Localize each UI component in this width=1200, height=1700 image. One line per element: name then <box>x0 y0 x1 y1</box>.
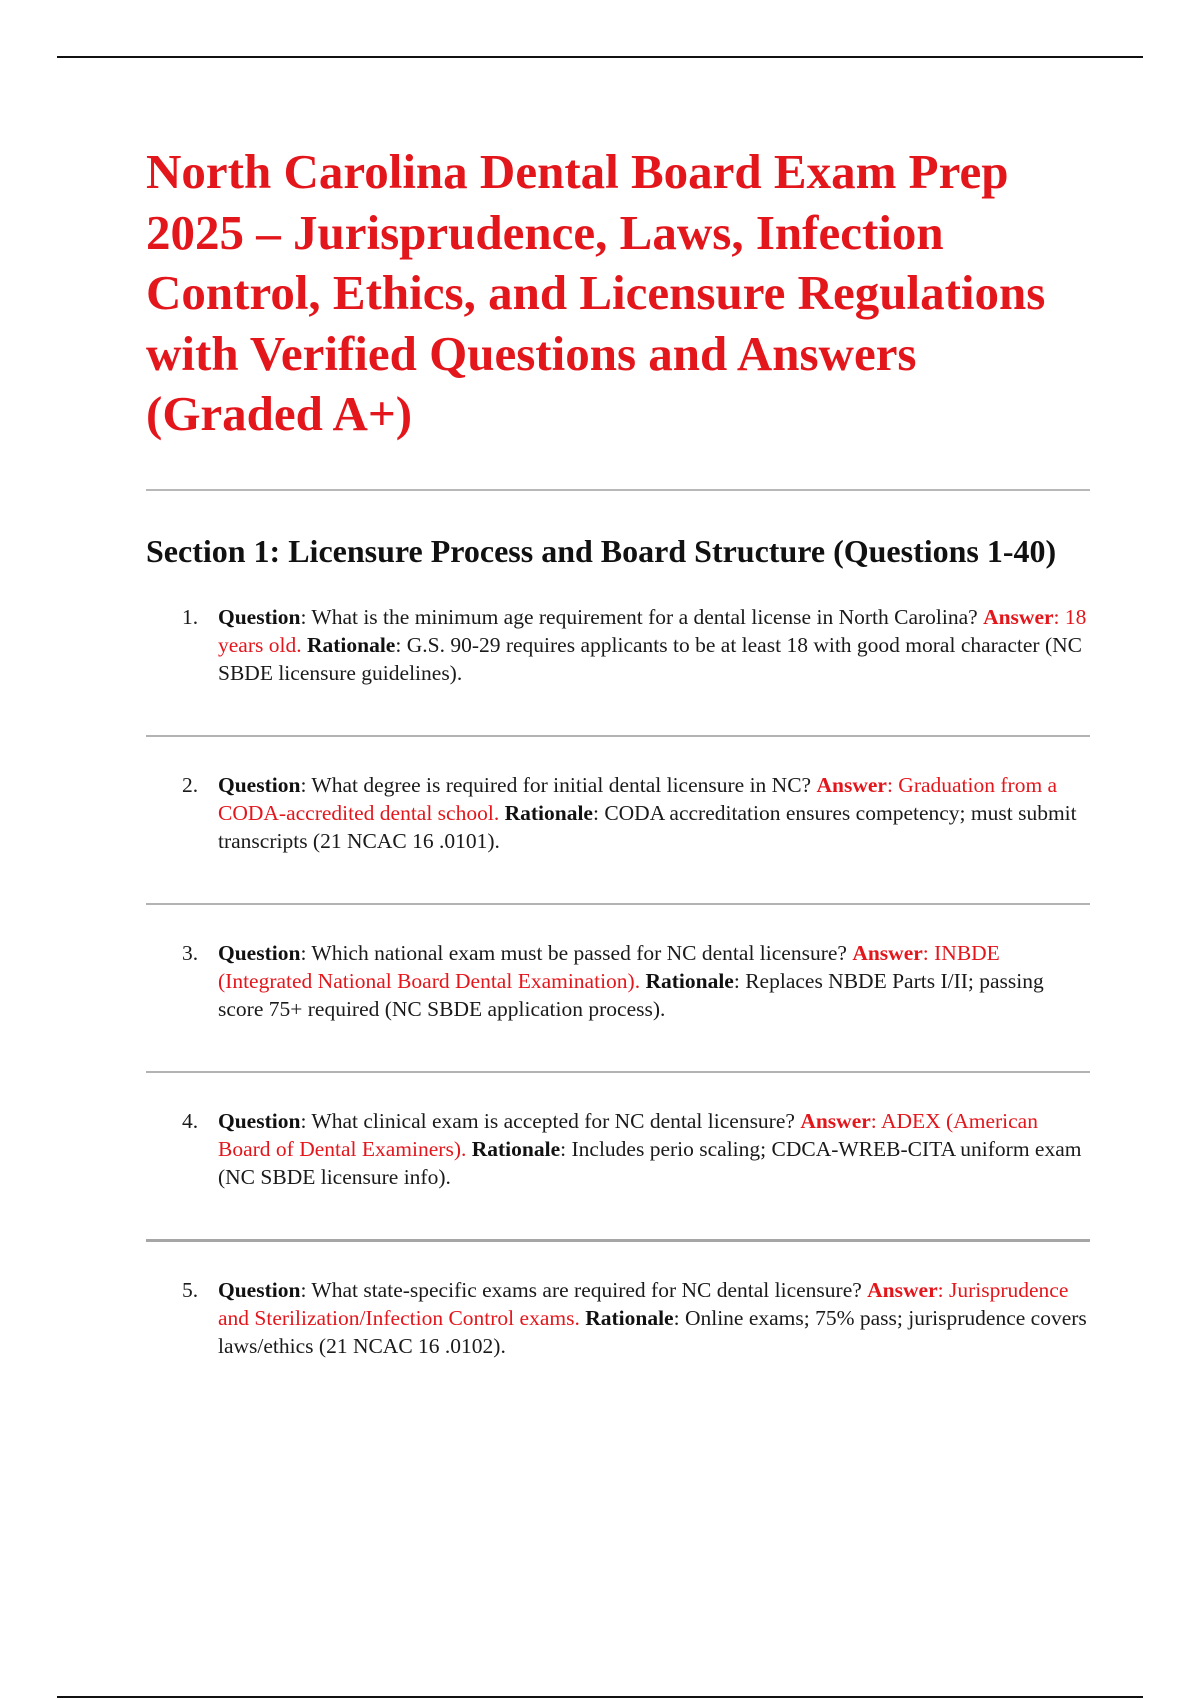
rationale-text: : Replaces NBDE Parts I/II; passing score 75+ required (NC SBDE application process). <box>218 968 1044 1021</box>
answer-text: : Graduation from a CODA-accredited dental school. <box>218 772 1058 825</box>
question-divider <box>146 903 1090 905</box>
question-number: 2. <box>182 772 199 797</box>
rationale-text: : G.S. 90-29 requires applicants to be at least 18 with good moral character (NC SBDE licensure guidelines). <box>218 632 1082 685</box>
question-divider <box>146 735 1090 737</box>
question-list <box>146 603 1090 1360</box>
question-label: Question <box>218 1108 301 1133</box>
question-divider <box>146 1071 1090 1073</box>
answer-text: : Jurisprudence and Sterilization/Infection Control exams. <box>218 1277 1069 1330</box>
section-heading: Section 1: Licensure Process and Board Structure (Questions 1-40) <box>146 532 1057 569</box>
question-label: Question <box>218 1277 301 1302</box>
question-item <box>146 603 1090 687</box>
question-divider <box>146 1239 1090 1242</box>
question-number: 1. <box>182 604 199 629</box>
rationale-label: Rationale <box>645 968 734 993</box>
question-label: Question <box>218 604 301 629</box>
rationale-label: Rationale <box>306 632 396 657</box>
question-item <box>146 1107 1090 1191</box>
question-label: Question <box>218 772 301 797</box>
question-number: 4. <box>182 1108 199 1133</box>
answer-text: : INBDE (Integrated National Board Dental Examination). <box>218 940 1000 993</box>
rationale-label: Rationale <box>471 1136 561 1161</box>
page-bottom-rule <box>57 1696 1143 1698</box>
rationale-label: Rationale <box>504 800 593 825</box>
title-divider <box>146 489 1090 491</box>
question-label: Question <box>218 940 301 965</box>
question-text: : What is the minimum age requirement for a dental license in North Carolina? <box>300 604 978 629</box>
document-body <box>146 142 1090 1360</box>
rationale-text: : Online exams; 75% pass; jurisprudence covers laws/ethics (21 NCAC 16 .0102). <box>218 1305 1087 1358</box>
question-item <box>146 939 1090 1023</box>
question-item <box>146 1276 1090 1360</box>
question-text: : What degree is required for initial dental licensure in NC? <box>300 772 812 797</box>
answer-label: Answer <box>983 604 1054 629</box>
question-text: : What clinical exam is accepted for NC dental licensure? <box>300 1108 795 1133</box>
rationale-text: : CODA accreditation ensures competency; must submit transcripts (21 NCAC 16 .0101). <box>218 800 1077 853</box>
page-top-rule <box>57 56 1143 58</box>
answer-label: Answer <box>867 1277 938 1302</box>
question-number: 3. <box>182 940 199 965</box>
document-title: North Carolina Dental Board Exam Prep 2025 – Jurisprudence, Laws, Infection Control, Ethics, and Licensure Regulations with Verified Questions and Answers (Graded A+) <box>146 144 1046 441</box>
question-number: 5. <box>182 1277 199 1302</box>
question-item <box>146 771 1090 855</box>
question-text: : Which national exam must be passed for NC dental licensure? <box>300 940 847 965</box>
answer-text: : 18 years old. <box>218 604 1087 657</box>
rationale-label: Rationale <box>585 1305 674 1330</box>
answer-label: Answer <box>816 772 887 797</box>
answer-text: : ADEX (American Board of Dental Examiners). <box>218 1108 1038 1161</box>
question-text: : What state-specific exams are required for NC dental licensure? <box>300 1277 862 1302</box>
answer-label: Answer <box>800 1108 871 1133</box>
rationale-text: : Includes perio scaling; CDCA-WREB-CITA uniform exam (NC SBDE licensure info). <box>218 1136 1082 1189</box>
answer-label: Answer <box>852 940 923 965</box>
